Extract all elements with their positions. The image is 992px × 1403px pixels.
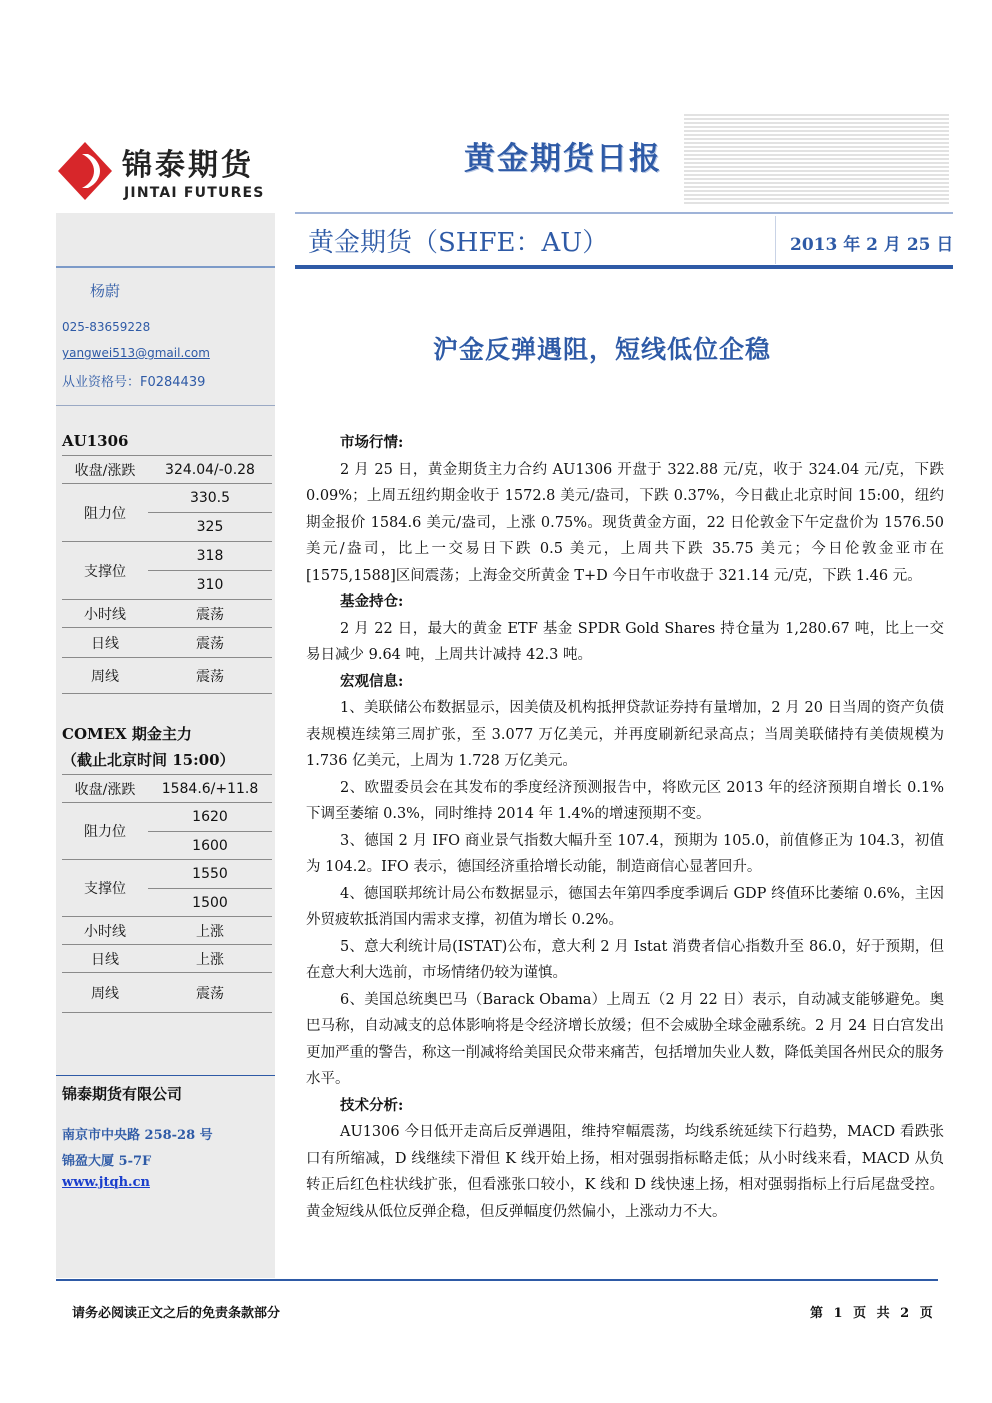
company-name: 锦泰期货有限公司 — [62, 1085, 183, 1103]
table-label: 日线 — [62, 945, 148, 973]
title-band-top-rule — [295, 212, 953, 214]
table-value: 330.5 — [148, 484, 272, 513]
sidebar-divider — [56, 266, 275, 268]
table-label: 支撑位 — [62, 542, 148, 600]
paragraph: 2 月 22 日，最大的黄金 ETF 基金 SPDR Gold Shares 持仓量为 1,280.67 吨，比上一交易日减少 9.64 吨，上周共计减持 42.3 吨。 — [306, 620, 944, 663]
section-heading: 市场行情: — [340, 434, 404, 451]
table-value: 310 — [148, 571, 272, 600]
table-label: 阻力位 — [62, 484, 148, 542]
header-decoration — [684, 114, 949, 206]
paragraph: 2、欧盟委员会在其发布的季度经济预测报告中，将欧元区 2013 年的经济预期自增长 0.1%下调至萎缩 0.3%，同时维持 2014 年 1.4%的增速预期不变。 — [306, 779, 944, 822]
table-label: 日线 — [62, 628, 148, 658]
company-address-line2: 锦盈大厦 5-7F — [62, 1154, 152, 1169]
paragraph: 1、美联储公布数据显示，因美债及机构抵押贷款证券持有量增加，2 月 20 日当周的资产负债表规模连续第三周扩张，至 3.077 万亿美元，并再度刷新纪录高点；当周美联储持有美债规模为 1.736 亿美元，上周为 1.728 万亿美元。 — [306, 700, 944, 769]
table-value: 1550 — [148, 860, 272, 889]
company-address-line1: 南京市中央路 258-28 号 — [62, 1128, 213, 1143]
comex-quote-table — [62, 774, 272, 1013]
analyst-phone: 025-83659228 — [62, 320, 151, 334]
paragraph: AU1306 今日低开走高后反弹遇阻，维持窄幅震荡，均线系统延续下行趋势，MACD 看跌张口有所缩减，D 线继续下滑但 K 线开始上扬，相对强弱指标略走低；从小时线来看，MACD 从负转正后红色柱状线扩张，但看涨张口较小，K 线和 D 线快速上扬，相对强弱指标上行后尾盘受控。黄金短线从低位反弹企稳，但反弹幅度仍然偏小，上涨动力不大。 — [306, 1124, 944, 1220]
table-label: 周线 — [62, 973, 148, 1013]
paragraph: 5、意大利统计局(ISTAT)公布，意大利 2 月 Istat 消费者信心指数升至 86.0，好于预期，但在意大利大选前，市场情绪仍较为谨慎。 — [306, 938, 944, 981]
comex-section-subtitle: （截止北京时间 15:00） — [62, 751, 235, 769]
table-label: 收盘/涨跌 — [62, 456, 148, 484]
report-date: 2013 年 2 月 25 日 — [790, 235, 954, 255]
table-label: 周线 — [62, 658, 148, 694]
title-band-separator — [775, 216, 776, 264]
analyst-email-link[interactable]: yangwei513@gmail.com — [62, 346, 210, 360]
analyst-name: 杨蔚 — [90, 282, 121, 300]
analyst-license: 从业资格号：F0284439 — [62, 375, 206, 390]
paragraph: 4、德国联邦统计局公布数据显示，德国去年第四季度季调后 GDP 终值环比萎缩 0.6%，主因外贸疲软抵消国内需求支撑，初值为增长 0.2%。 — [306, 885, 944, 928]
section-heading: 技术分析: — [340, 1096, 404, 1114]
table-value: 上涨 — [148, 945, 272, 973]
table-value: 324.04/-0.28 — [148, 456, 272, 484]
report-headline: 沪金反弹遇阻，短线低位企稳 — [433, 335, 772, 364]
table-value: 震荡 — [148, 628, 272, 658]
table-value: 1600 — [148, 832, 272, 860]
section-heading: 宏观信息: — [340, 672, 404, 690]
au-quote-table — [62, 455, 272, 694]
footer-disclaimer: 请务必阅读正文之后的免责条款部分 — [72, 1306, 281, 1321]
section-heading: 基金持仓: — [340, 593, 404, 610]
report-title: 黄金期货日报 — [464, 141, 662, 177]
company-logo-text-cn: 锦泰期货 — [122, 148, 254, 183]
paragraph: 2 月 25 日，黄金期货主力合约 AU1306 开盘于 322.88 元/克，收于 324.04 元/克，下跌 0.09%；上周五纽约期金收于 1572.8 美元/盎司，下跌 0.37%，今日截止北京时间 15:00，纽约期金报价 1584.6 美元/盎司，上涨 0.75%。现货黄金方面，22 日伦敦金下午定盘价为 1576.50 美元/盎司，比上一交易日下跌 0.5 美元，上周共下跌 35.75 美元；今日伦敦金亚市在[1575,1588]区间震荡；上海金交所黄金 T+D 今日午市收盘于 321.14 元/克，下跌 1.46 元。 — [306, 461, 944, 584]
table-value: 震荡 — [148, 658, 272, 694]
product-title: 黄金期货（SHFE：AU） — [308, 228, 609, 258]
paragraph: 3、德国 2 月 IFO 商业景气指数大幅升至 107.4，预期为 105.0，前值修正为 104.3，初值为 104.2。IFO 表示，德国经济重拾增长动能，制造商信心显著回升。 — [306, 832, 944, 875]
table-value: 震荡 — [148, 973, 272, 1013]
footer-rule — [56, 1279, 938, 1281]
page-number: 第 1 页 共 2 页 — [810, 1306, 936, 1321]
table-value: 上涨 — [148, 917, 272, 945]
table-label: 阻力位 — [62, 803, 148, 860]
company-logo-text-en: JINTAI FUTURES — [124, 185, 265, 201]
title-band-bottom-rule — [295, 265, 953, 269]
sidebar-divider — [56, 1075, 275, 1076]
table-value: 1500 — [148, 889, 272, 917]
jintai-logo-icon — [58, 142, 112, 200]
table-label: 小时线 — [62, 917, 148, 945]
au-section-title: AU1306 — [62, 432, 129, 450]
table-value: 318 — [148, 542, 272, 571]
report-body — [306, 430, 944, 1225]
table-value: 325 — [148, 513, 272, 542]
table-value: 1584.6/+11.8 — [148, 775, 272, 803]
comex-section-title: COMEX 期金主力 — [62, 725, 192, 743]
table-value: 1620 — [148, 803, 272, 832]
paragraph: 6、美国总统奥巴马（Barack Obama）上周五（2 月 22 日）表示，自动减支能够避免。奥巴马称，自动减支的总体影响将是令经济增长放缓；但不会威胁全球金融系统。2 月 24 日白宫发出更加严重的警告，称这一削减将给美国民众带来痛苦，包括增加失业人数，降低美国各州民众的服务水平。 — [306, 991, 944, 1087]
table-value: 震荡 — [148, 600, 272, 628]
table-label: 收盘/涨跌 — [62, 775, 148, 803]
sidebar-divider — [56, 405, 275, 406]
table-label: 支撑位 — [62, 860, 148, 917]
company-website-link[interactable]: www.jtqh.cn — [62, 1175, 150, 1190]
table-label: 小时线 — [62, 600, 148, 628]
